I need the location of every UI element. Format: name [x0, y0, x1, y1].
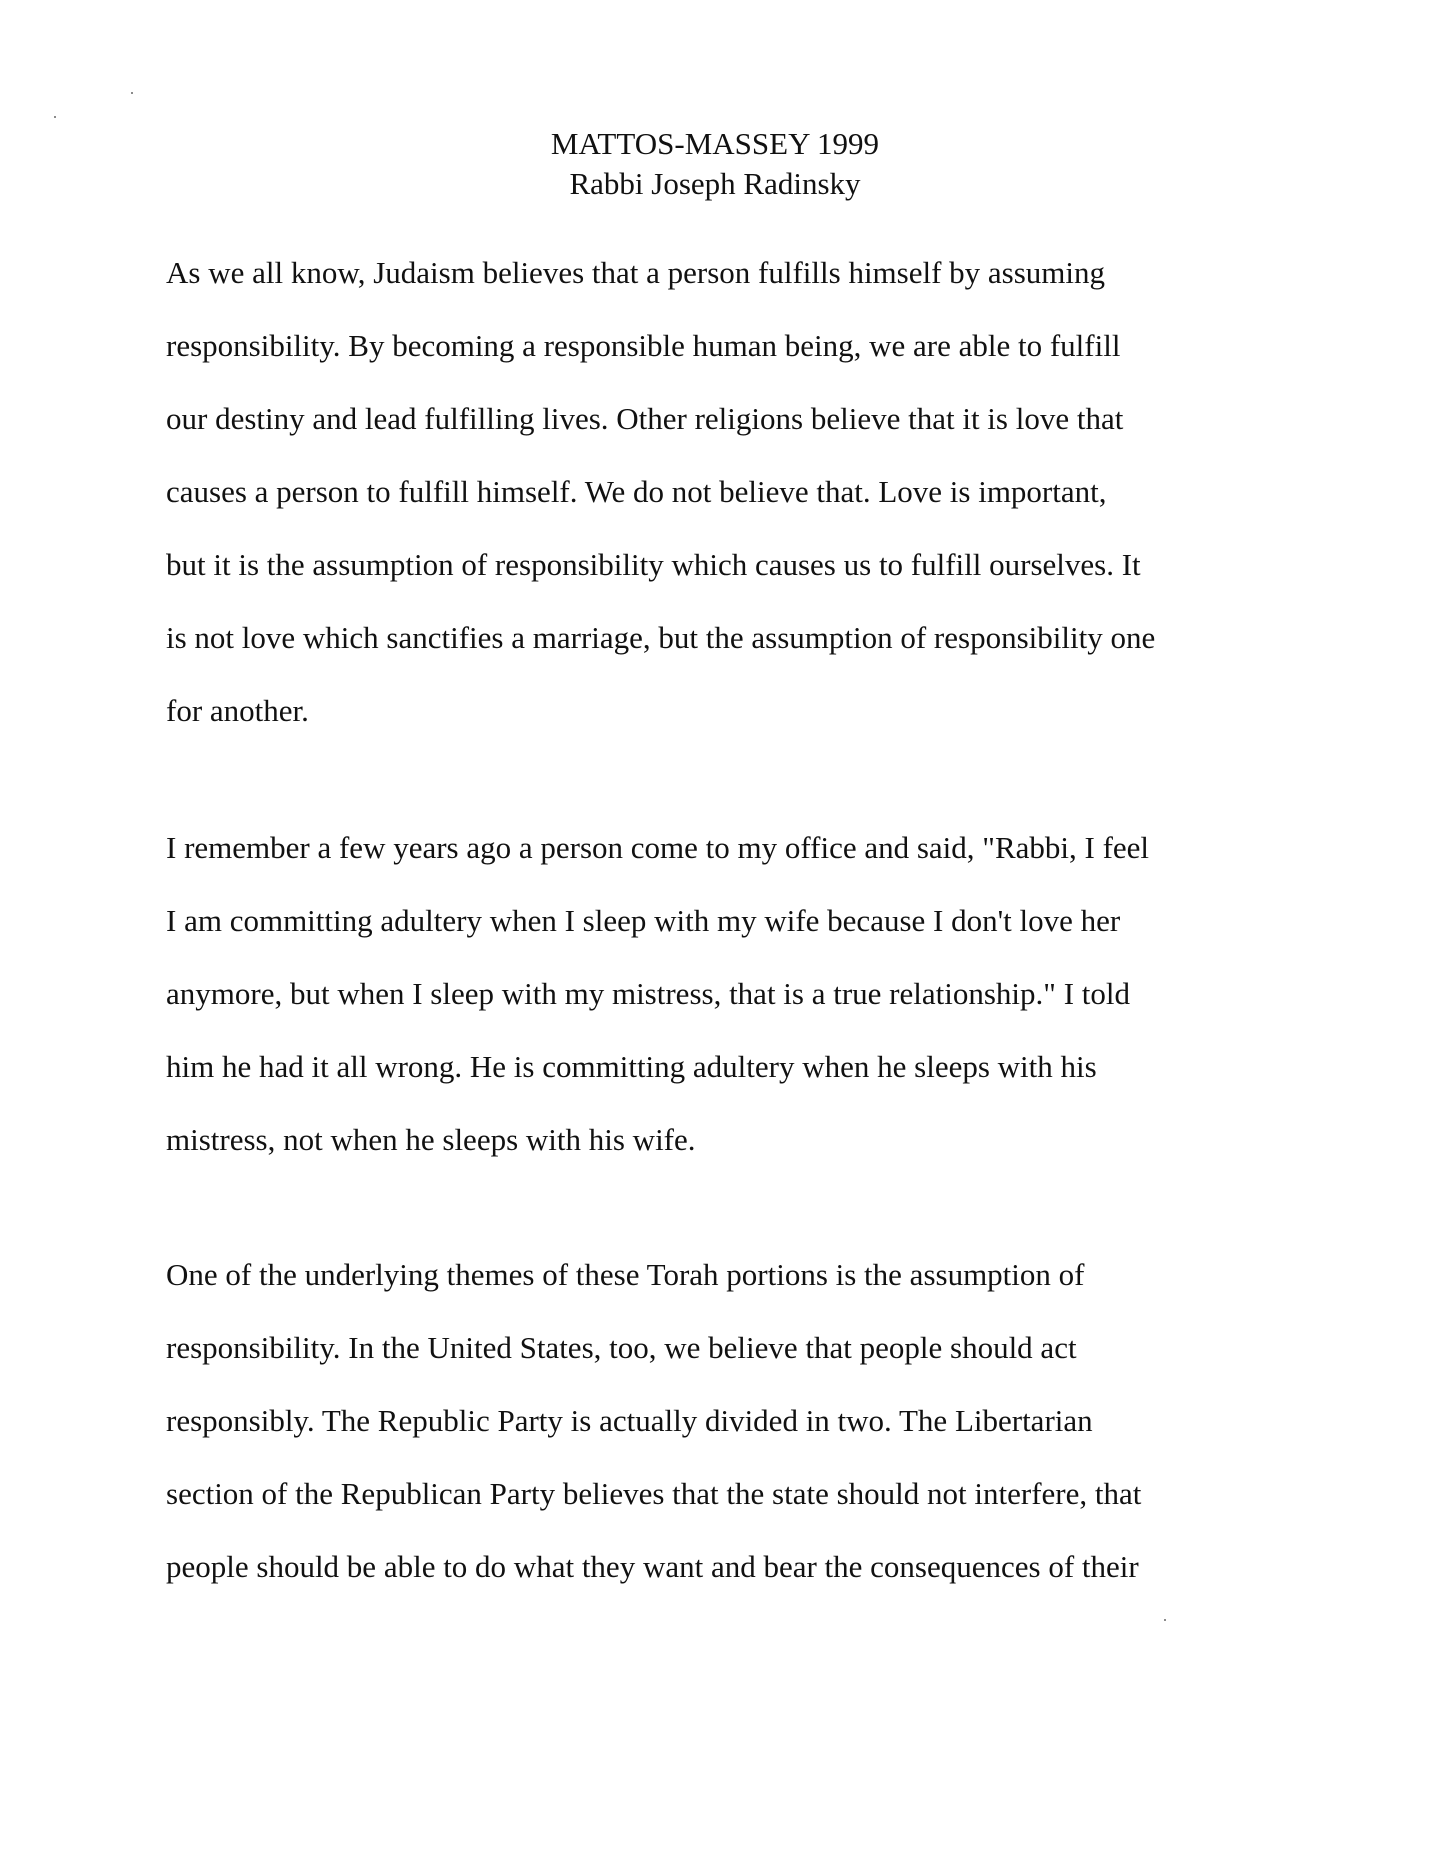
paragraph-line: for another.	[166, 693, 309, 728]
paragraph-line: mistress, not when he sleeps with his wife.	[166, 1122, 696, 1157]
paragraph-3	[166, 1238, 1276, 1603]
paragraph-line: responsibility. In the United States, too, we believe that people should act	[166, 1330, 1077, 1365]
paragraph-line: but it is the assumption of responsibility which causes us to fulfill ourselves. It	[166, 547, 1141, 582]
document-header	[0, 124, 1430, 204]
scan-speck	[1164, 1619, 1166, 1621]
paragraph-line: responsibility. By becoming a responsible human being, we are able to fulfill	[166, 328, 1121, 363]
paragraph-line: him he had it all wrong. He is committing adultery when he sleeps with his	[166, 1049, 1097, 1084]
paragraph-line: One of the underlying themes of these Torah portions is the assumption of	[166, 1257, 1085, 1292]
paragraph-line: I remember a few years ago a person come to my office and said, "Rabbi, I feel	[166, 830, 1150, 865]
paragraph-line: responsibly. The Republic Party is actually divided in two. The Libertarian	[166, 1403, 1093, 1438]
scan-speck	[131, 92, 133, 94]
scan-speck	[54, 116, 56, 118]
paragraph-line: is not love which sanctifies a marriage, but the assumption of responsibility one	[166, 620, 1156, 655]
paragraph-line: As we all know, Judaism believes that a person fulfills himself by assuming	[166, 255, 1106, 290]
paragraph-line: people should be able to do what they want and bear the consequences of their	[166, 1549, 1139, 1584]
document-author: Rabbi Joseph Radinsky	[569, 166, 861, 201]
paragraph-line: section of the Republican Party believes that the state should not interfere, that	[166, 1476, 1142, 1511]
paragraph-1	[166, 236, 1276, 747]
paragraph-2	[166, 811, 1276, 1176]
document-title: MATTOS-MASSEY 1999	[550, 126, 880, 161]
paragraph-line: causes a person to fulfill himself. We do not believe that. Love is important,	[166, 474, 1107, 509]
paragraph-line: anymore, but when I sleep with my mistress, that is a true relationship." I told	[166, 976, 1130, 1011]
paragraph-line: our destiny and lead fulfilling lives. Other religions believe that it is love that	[166, 401, 1124, 436]
paragraph-line: I am committing adultery when I sleep with my wife because I don't love her	[166, 903, 1121, 938]
